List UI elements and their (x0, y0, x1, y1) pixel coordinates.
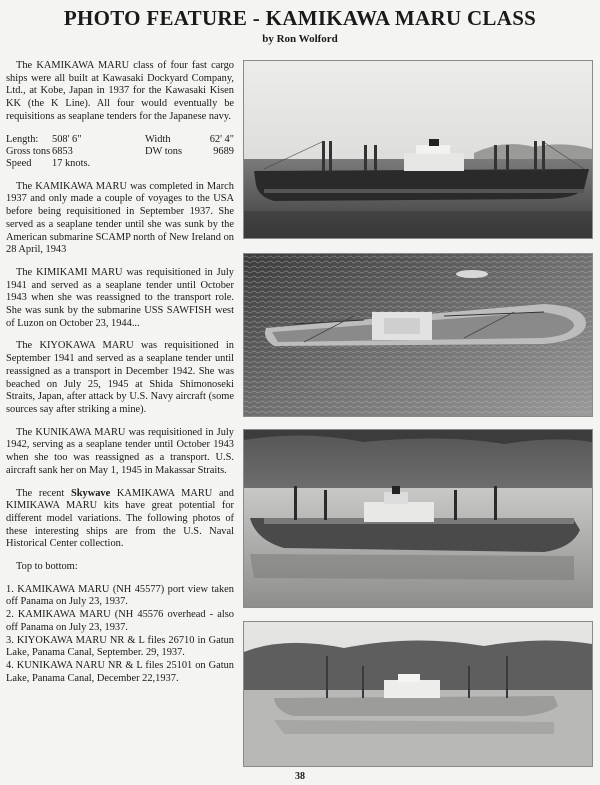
kunikawa-paragraph: The KUNIKAWA MARU was requisitioned in July 1942, serving as a seaplane tender until October 1943 when she too was reassigned as a transport. U.S. aircraft sank her on May 1, 1945 in Makassar Straits. (6, 426, 234, 476)
spec-value: 17 knots. (52, 158, 91, 170)
spec-row (6, 158, 234, 170)
intro-paragraph: The KAMIKAWA MARU class of four fast cargo ships were all built at Kawasaki Dockyard Company, Ltd., at Kobe, Japan in 1937 for the Kawasaki Kisen KK (the K Line). All four would eventually be requisitions as seaplane tenders for the Japanese navy. (6, 60, 234, 122)
kits-paragraph (6, 488, 234, 552)
spec-row (6, 134, 234, 146)
photo-kamikawa-overhead (243, 253, 593, 417)
kimikami-paragraph: The KIMIKAMI MARU was requisitioned in July 1941 and served as a seaplane tender until October 1943 when she was reassigned to the transport role. She was sunk by the submarine USS SAWFISH west of Luzon on October 23, 1944... (6, 266, 234, 329)
caption-item: 2. KAMIKAWA MARU (NH 45576 overhead - also off Panama on July 23, 1937. (6, 609, 234, 633)
spec-label: Speed (6, 158, 32, 170)
spec-value: 9689 (213, 145, 234, 157)
article-text-column (6, 60, 234, 685)
kiyokawa-paragraph: The KIYOKAWA MARU was requisitioned in September 1941 and served as a seaplane tender until reassigned as a transport in December 1942. She was beached on July 25, 1945 at Shida Shimonoseki Straits, Japan, after attack by U.S. Navy aircraft (some sources say after striking a mine). (6, 340, 234, 415)
spec-value: 508' 6" (52, 133, 82, 145)
kamikawa-paragraph: The KAMIKAWA MARU was completed in March 1937 and only made a couple of voyages to the USA before being requisitioned in September 1937. She served as a seaplane tender until she was sunk by the American submarine SCAMP north of New Ireland on 28 April, 1943 (6, 180, 234, 256)
spec-label: Width (145, 133, 171, 145)
photo-kiyokawa-gatun-lake (243, 429, 593, 608)
byline: by Ron Wolford (262, 33, 338, 45)
caption-item: 4. KUNIKAWA NARU NR & L files 25101 on Gatun Lake, Panama Canal, December 22,1937. (6, 659, 234, 684)
kits-brand: Skywave (70, 487, 111, 499)
photo-kunikawa-gatun-lake (243, 621, 593, 767)
photo-kamikawa-port-view (243, 60, 593, 239)
spec-label: DW tons (145, 145, 183, 157)
caption-item: 3. KIYOKAWA MARU NR & L files 26710 in Gatun Lake, Panama Canal, September. 29, 1937. (6, 634, 234, 659)
caption-list (6, 584, 234, 686)
spec-value: 6853 (52, 145, 73, 157)
page-title: PHOTO FEATURE - KAMIKAWA MARU CLASS (63, 6, 537, 30)
spec-value: 62' 4" (209, 133, 234, 145)
kits-text-before: The recent (16, 487, 71, 499)
photo-captions (6, 561, 234, 685)
spec-row (6, 146, 234, 158)
spec-label: Length: (6, 133, 39, 145)
spec-label: Gross tons (6, 145, 51, 157)
captions-heading: Top to bottom: (16, 561, 78, 573)
kits-text-after: KAMIKAWA MARU and KIMIKAWA MARU kits have great potential for different model variations. The following photos of these interesting ships are from the U.S. Naval Historical Center collection. (6, 487, 234, 550)
page-number: 38 (295, 771, 305, 782)
ship-specs (6, 134, 234, 171)
caption-item: 1. KAMIKAWA MARU (NH 45577) port view taken off Panama on July 23, 1937. (6, 583, 234, 608)
